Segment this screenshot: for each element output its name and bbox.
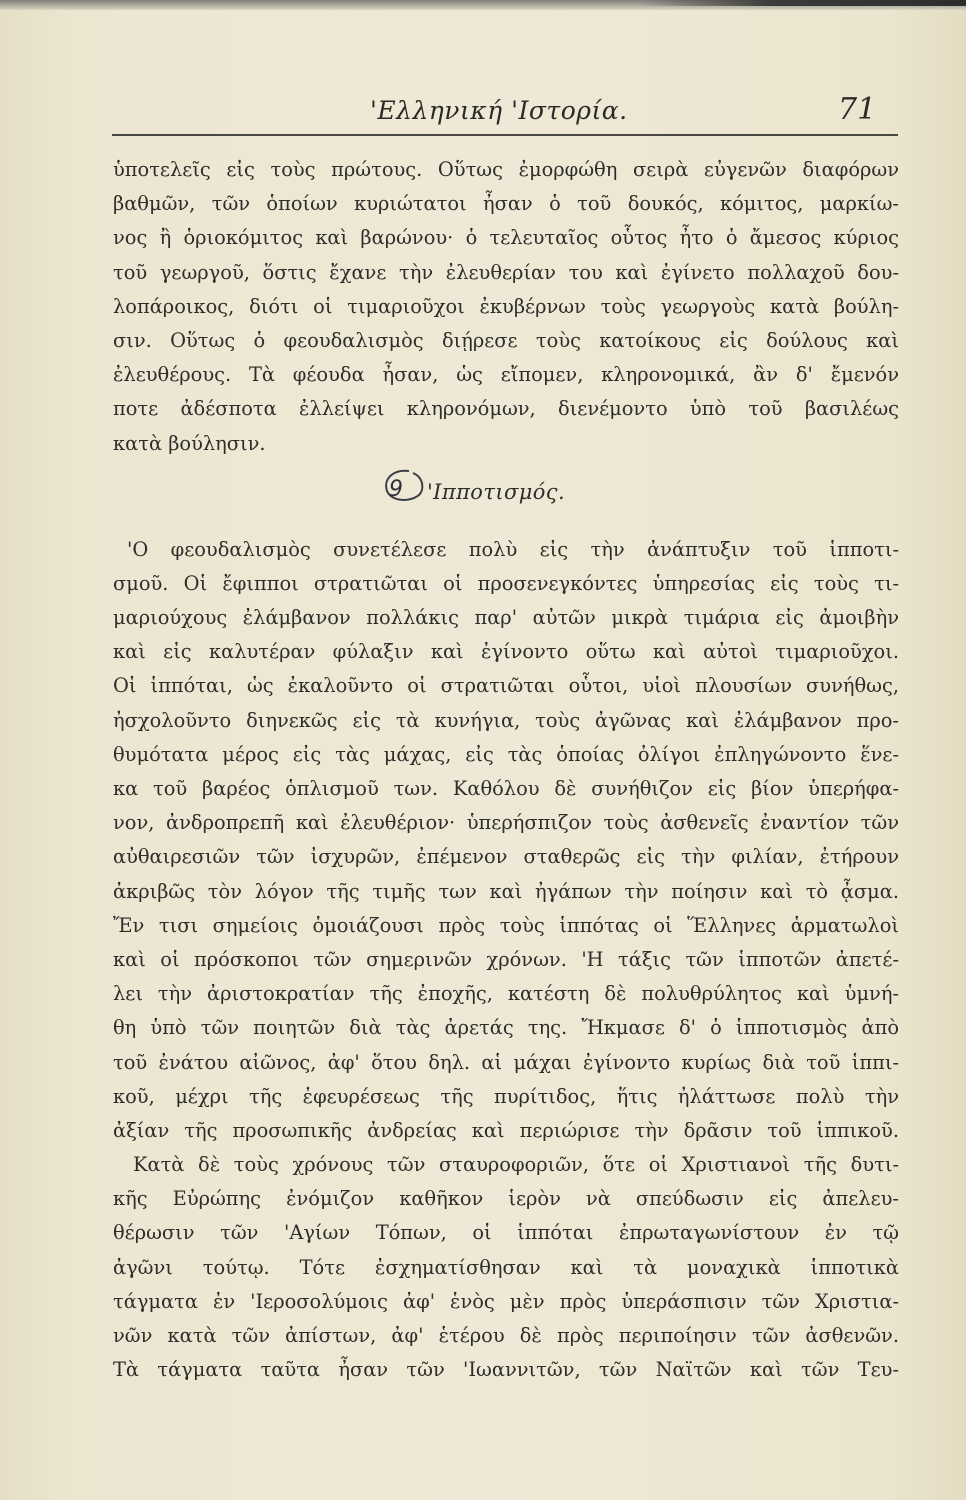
circled-number-mark — [379, 467, 429, 507]
section-heading: 'Ιπποτισμός. — [427, 479, 566, 504]
text-line: ἐλευθέρους. Τὰ φέουδα ἦσαν, ὡς εἴπομεν, κληρονομικά, ἂν δ' ἔμενόν — [113, 363, 899, 387]
text-line: βαθμῶν, τῶν ὁποίων κυριώτατοι ἦσαν ὁ τοῦ δουκός, κόμιτος, μαρκίω- — [113, 192, 899, 216]
text-line: κῆς Εὐρώπης ἐνόμιζον καθῆκον ἱερὸν νὰ σπεύδωσιν εἰς ἀπελευ- — [113, 1187, 899, 1211]
paragraph-1 — [113, 153, 899, 461]
text-line: ποτε ἀδέσποτα ἐλλείψει κληρονόμων, διενέμοντο ὑπὸ τοῦ βασιλέως — [113, 397, 899, 421]
paragraph-2 — [113, 533, 899, 1148]
text-line: Κατὰ δὲ τοὺς χρόνους τῶν σταυροφοριῶν, ὅτε οἱ Χριστιανοὶ τῆς δυτι- — [133, 1153, 899, 1177]
text-line: κατὰ βούλησιν. — [113, 431, 266, 455]
page-number: 71 — [838, 92, 877, 127]
paragraph-3 — [113, 1148, 899, 1387]
page-header — [0, 92, 966, 136]
header-rule — [112, 134, 898, 136]
text-line: καὶ οἱ πρόσκοποι τῶν σημερινῶν χρόνων. 'Η τάξις τῶν ἱπποτῶν ἀπετέ- — [113, 947, 899, 971]
text-line: ὑποτελεῖς εἰς τοὺς πρώτους. Οὕτως ἐμορφώθη σειρὰ εὐγενῶν διαφόρων — [113, 158, 899, 181]
text-line: θη ὑπὸ τῶν ποιητῶν διὰ τὰς ἀρετάς της. Ἤκμασε δ' ὁ ἱπποτισμὸς ἀπὸ — [113, 1016, 899, 1040]
text-line: κοῦ, μέχρι τῆς ἐφευρέσεως τῆς πυρίτιδος, ἥτις ἠλάττωσε πολὺ τὴν — [113, 1084, 899, 1108]
text-line: τοῦ ἐνάτου αἰῶνος, ἀφ' ὅτου δηλ. αἱ μάχαι ἐγίνοντο κυρίως διὰ τοῦ ἱππι- — [113, 1050, 899, 1074]
text-line: Οἱ ἱππόται, ὡς ἐκαλοῦντο οἱ στρατιῶται οὗτοι, υἱοὶ πλουσίων συνήθως, — [113, 674, 899, 698]
text-line: λοπάροικος, διότι οἱ τιμαριοῦχοι ἐκυβέρνων τοὺς γεωργοὺς κατὰ βούλη- — [113, 294, 899, 318]
text-body — [113, 153, 899, 1387]
text-line: καὶ εἰς καλυτέραν φύλαξιν καὶ ἐγίνοντο οὕτω καὶ αὐτοὶ τιμαριοῦχοι. — [113, 640, 899, 664]
text-line: αὐθαιρεσιῶν τῶν ἰσχυρῶν, ἐπέμενον σταθερῶς εἰς τὴν φιλίαν, ἐτήρουν — [113, 845, 899, 869]
text-line: κα τοῦ βαρέος ὁπλισμοῦ των. Καθόλου δὲ συνήθιζον εἰς βίον ὑπερήφα- — [113, 777, 899, 800]
text-line: Ἔν τισι σημείοις ὁμοιάζουσι πρὸς τοὺς ἱππότας οἱ Ἕλληνες ἁρματωλοὶ — [113, 913, 899, 937]
text-line: ἀξίαν τῆς προσωπικῆς ἀνδρείας καὶ περιώρισε τὴν δρᾶσιν τοῦ ἱππικοῦ. — [113, 1118, 899, 1142]
text-line: ἀκριβῶς τὸν λόγον τῆς τιμῆς των καὶ ἠγάπων τὴν ποίησιν καὶ τὸ ᾆσμα. — [113, 879, 899, 903]
text-line: 'Ο φεουδαλισμὸς συνετέλεσε πολὺ εἰς τὴν ἀνάπτυξιν τοῦ ἱπποτι- — [127, 537, 899, 561]
spacer — [113, 525, 899, 533]
text-line: ἠσχολοῦντο διηνεκῶς εἰς τὰ κυνήγια, τοὺς ἀγῶνας καὶ ἐλάμβανον προ- — [113, 708, 899, 732]
text-line: νον, ἀνδροπρεπῆ καὶ ἐλευθέριον· ὑπερήσπιζον τοὺς ἀσθενεῖς ἐναντίον τῶν — [113, 811, 899, 835]
text-line: τοῦ γεωργοῦ, ὅστις ἔχανε τὴν ἐλευθερίαν του καὶ ἐγίνετο πολλαχοῦ δου- — [113, 260, 899, 284]
text-line: λει τὴν ἀριστοκρατίαν τῆς ἐποχῆς, κατέστη δὲ πολυθρύλητος καὶ ὑμνή- — [113, 982, 899, 1006]
section-number: 9 — [389, 476, 403, 502]
running-title: 'Ελληνική 'Ιστορία. — [370, 96, 628, 125]
text-line: ἀγῶνι τούτῳ. Τότε ἐσχηματίσθησαν καὶ τὰ μοναχικὰ ἱπποτικὰ — [113, 1255, 899, 1279]
text-line: νος ἢ ὁριοκόμιτος καὶ βαρώνου· ὁ τελευταῖος οὗτος ἦτο ὁ ἄμεσος κύριος — [113, 226, 899, 250]
text-line: σμοῦ. Οἱ ἔφιπποι στρατιῶται οἱ προσενεγκόντες ὑπηρεσίας εἰς τοὺς τι- — [113, 571, 899, 595]
text-line: θυμότατα μέρος εἰς τὰς μάχας, εἰς τὰς ὁποίας ὀλίγοι ἐπληγώνοντο ἕνε- — [113, 742, 899, 766]
text-line: μαριούχους ἐλάμβανον πολλάκις παρ' αὐτῶν μικρὰ τιμάρια εἰς ἀμοιβὴν — [113, 606, 899, 630]
text-line: Τὰ τάγματα ταῦτα ἦσαν τῶν 'Ιωαννιτῶν, τῶν Ναϊτῶν καὶ τῶν Τευ- — [113, 1358, 899, 1382]
text-line: τάγματα ἐν 'Ιεροσολύμοις ἀφ' ἑνὸς μὲν πρὸς ὑπεράσπισιν τῶν Χριστια- — [113, 1289, 899, 1313]
text-line: νῶν κατὰ τῶν ἀπίστων, ἀφ' ἑτέρου δὲ πρὸς περιποίησιν τῶν ἀσθενῶν. — [113, 1324, 899, 1347]
section-heading-row — [113, 461, 899, 525]
handwritten-section-number — [379, 467, 429, 507]
text-line: θέρωσιν τῶν 'Αγίων Τόπων, οἱ ἱππόται ἐπρωταγωνίστουν ἐν τῷ — [113, 1221, 899, 1245]
page-top-shadow — [640, 0, 966, 6]
text-line: σιν. Οὕτως ὁ φεουδαλισμὸς διῄρεσε τοὺς κατοίκους εἰς δούλους καὶ — [113, 328, 899, 352]
